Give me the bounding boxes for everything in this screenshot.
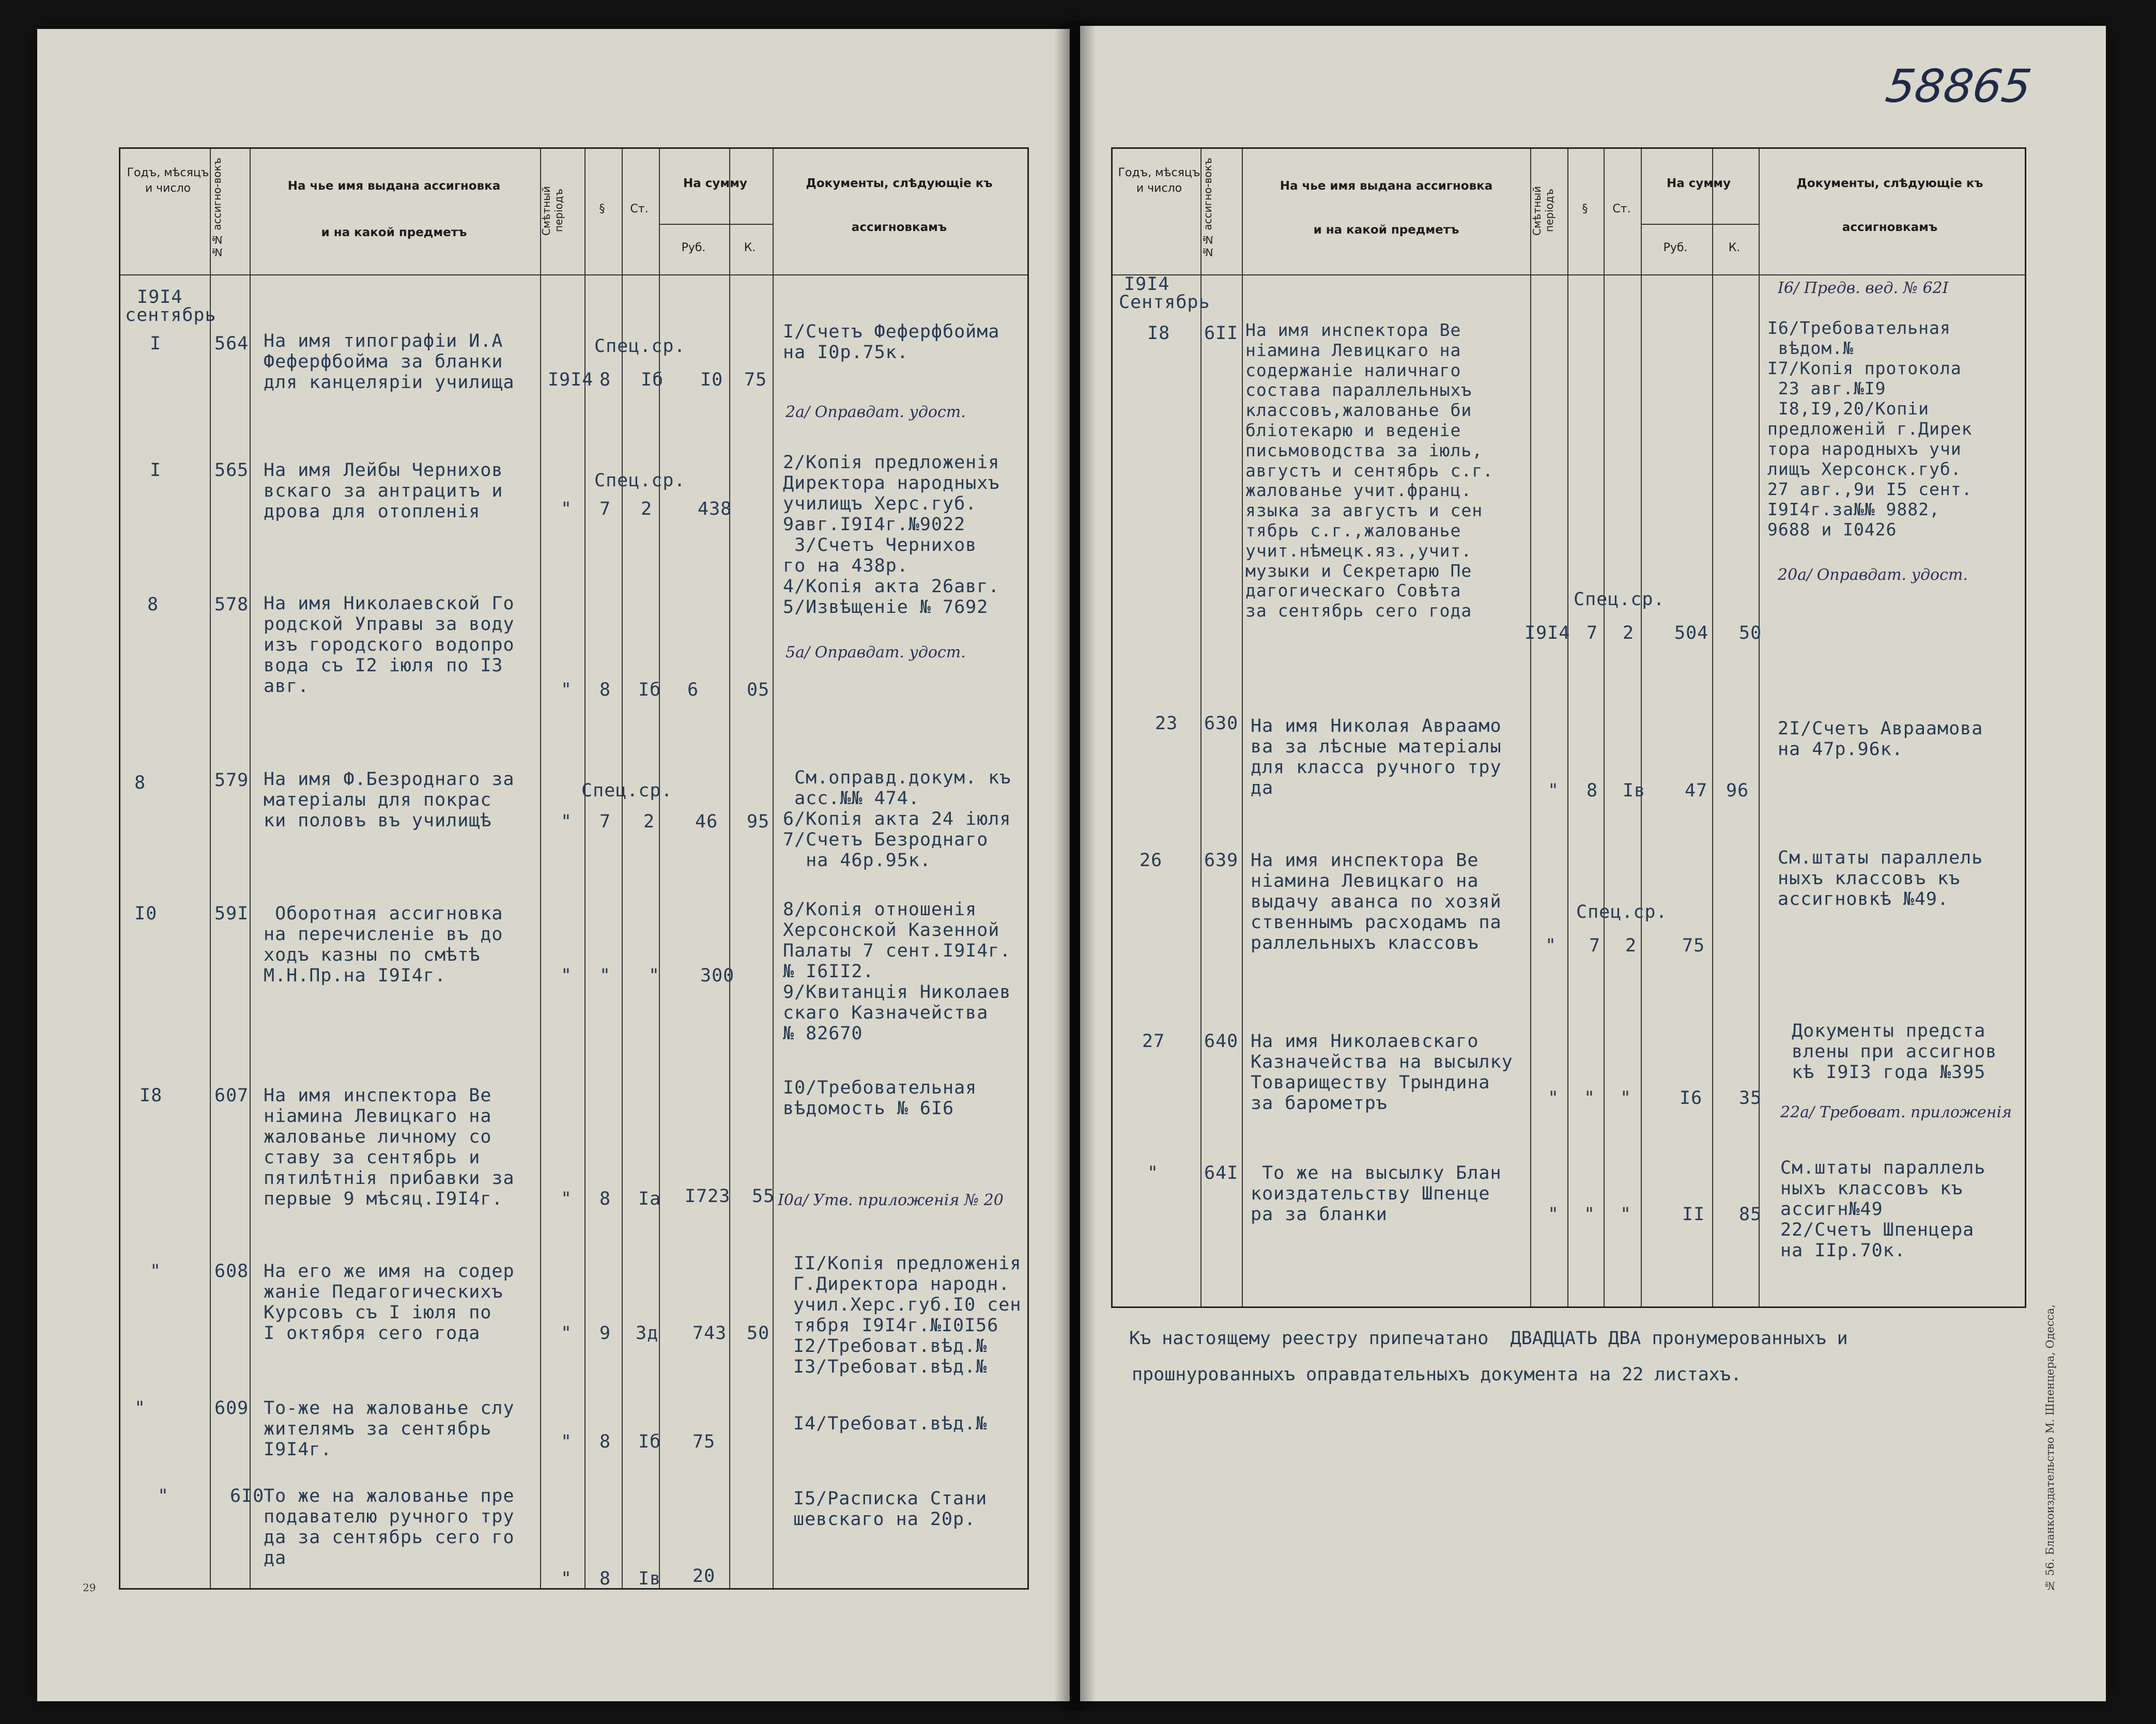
row-period: " (1548, 1088, 1560, 1109)
row-date: I8 (1147, 323, 1171, 344)
row-article: 3д (636, 1323, 659, 1344)
row-date: I0 (134, 903, 158, 924)
row-kopecks: 55 (752, 1186, 775, 1207)
row-period: " (561, 1323, 573, 1344)
row-period: " (1545, 935, 1557, 956)
row-article: 2 (643, 811, 655, 832)
handwritten-note: 5а/ Оправдат. удост. (786, 643, 966, 661)
row-documents: Документы предста влены при ассигнов кѣ I9I3 года №395 (1792, 1021, 1997, 1083)
row-kopecks: 05 (747, 680, 770, 700)
right-header-sum: На сумму (1667, 177, 1731, 190)
page-number: 29 (83, 1581, 96, 1594)
row-paragraph: 7 (1589, 935, 1601, 956)
row-rubles: 75 (692, 1431, 716, 1452)
row-paragraph: 8 (599, 1568, 611, 1589)
row-kopecks: 96 (1726, 780, 1749, 801)
row-rubles: I0 (700, 370, 723, 390)
row-article: " (1620, 1088, 1632, 1109)
row-rubles: 438 (698, 499, 732, 519)
row-kopecks: 50 (1739, 623, 1762, 643)
row-number: 630 (1204, 713, 1239, 734)
right-year: I9I4 (1124, 274, 1170, 295)
row-number: 608 (214, 1261, 249, 1282)
row-article: " (1620, 1204, 1632, 1225)
row-date: " (134, 1398, 146, 1419)
row-article: Iв (638, 1568, 661, 1589)
row-period: " (561, 1431, 573, 1452)
handwritten-note: I6/ Предв. вед. № 62I (1778, 279, 1949, 297)
row-number: 578 (214, 594, 249, 615)
row-article: 2 (1625, 935, 1637, 956)
row-paragraph: 7 (599, 499, 611, 519)
row-date: " (158, 1486, 170, 1506)
left-header-sum: На сумму (683, 177, 747, 190)
book-fold (1054, 21, 1096, 1711)
handwritten-note: 2а/ Оправдат. удост. (786, 403, 966, 421)
row-documents: 8/Копія отношенія Херсонской Казенной Палаты 7 сент.I9I4г. № I6II2. 9/Квитанція Николаев скаго Казначейства № 82670 (783, 899, 1011, 1044)
row-documents: 2/Копія предложенія Директора народныхъ училищъ Херс.губ. 9авг.I9I4г.№9022 3/Счетъ Чернихов го на 438р. 4/Копія акта 26авг. 5/Извѣщеніе № 7692 (783, 452, 1000, 618)
left-header-name-1: На чье имя выдана ассигновка (287, 179, 501, 193)
row-description: То же на высылку Блан коиздательству Шпенце ра за бланки (1251, 1163, 1502, 1225)
row-period: " (1548, 780, 1560, 801)
row-description: На имя типографіи И.А Феферфбойма за бланки для канцеляріи училища (264, 331, 515, 393)
row-rubles: 47 (1685, 780, 1708, 801)
row-documents: I/Счетъ Феферфбойма на I0р.75к. (783, 321, 1000, 363)
row-paragraph: 8 (1587, 780, 1598, 801)
left-month: сентябрь (125, 305, 217, 326)
row-kopecks: 95 (747, 811, 770, 832)
row-rubles: I723 (685, 1186, 731, 1207)
right-header-rub: Руб. (1663, 241, 1688, 254)
row-period: " (561, 680, 573, 700)
row-description: На имя инспектора Ве ніамина Левицкаго на жалованье личному со ставу за сентябрь и пятилѣтнія прибавки за первые 9 мѣсяц.I9I4г. (264, 1085, 515, 1209)
row-number: 59I (214, 903, 249, 924)
left-header-docs-2: ассигновкамъ (851, 221, 947, 234)
right-month: Сентябрь (1119, 292, 1210, 313)
left-header-par: § (599, 203, 605, 216)
handwritten-note: 22а/ Требоват. приложенія (1780, 1103, 2012, 1121)
row-special-fund: Спец.ср. (1576, 902, 1668, 922)
left-header-num: №№ ассигно-вокъ (211, 158, 223, 258)
row-description: На имя Николаевскаго Казначейства на высылку Товариществу Трындина за барометръ (1251, 1031, 1513, 1114)
row-description: Оборотная ассигновка на перечисленіе въ до ходъ казны по смѣтѣ М.Н.Пр.на I9I4г. (264, 903, 503, 986)
right-header-par: § (1582, 203, 1588, 216)
left-header-kop: К. (744, 241, 756, 254)
left-header-period: Смѣтный періодъ (540, 186, 565, 236)
row-rubles: II (1682, 1204, 1705, 1225)
row-article: Iб (641, 370, 664, 390)
handwritten-note: 20а/ Оправдат. удост. (1778, 566, 1968, 584)
row-special-fund: Спец.ср. (594, 336, 686, 357)
row-article: Iб (638, 1431, 661, 1452)
row-paragraph: 9 (599, 1323, 611, 1344)
row-number: 579 (214, 770, 249, 791)
right-header-date: Годъ, мѣсяцъ и число (1118, 166, 1200, 195)
row-documents: См.оправд.докум. къ асс.№№ 474. 6/Копія акта 24 іюля 7/Счетъ Безроднаго на 46р.95к. (783, 767, 1011, 871)
row-paragraph: " (1584, 1204, 1596, 1225)
row-description: На его же имя на содер жаніе Педагогическихъ Курсовъ съ I іюля по I октября сего года (264, 1261, 515, 1344)
right-header-period: Смѣтный періодъ (1531, 186, 1556, 236)
row-documents: II/Копія предложенія Г.Директора народн. учил.Херс.губ.I0 сен тября I9I4г.№I0I56 I2/Требоват.вѣд.№ I3/Требоват.вѣд.№ (793, 1253, 1022, 1377)
row-paragraph: 8 (599, 680, 611, 700)
row-description: На имя инспектора Ве ніамина Левицкаго на содержаніе наличнаго состава параллельныхъ классовъ,жалованье би бліотекарю и веденіе письмоводства за іюль, августъ и сентябрь с.г. жалованье учит.франц. языка за августъ и сен тябрь с.г.,жалованье учит.нѣмецк.яз.,учит. музыки и Секретарю Пе дагогическаго Совѣта за сентябрь сего года (1245, 320, 1493, 621)
row-date: I (150, 460, 162, 481)
left-header-name-2: и на какой предметъ (321, 226, 467, 239)
row-date: " (1147, 1163, 1159, 1183)
row-kopecks: 85 (1739, 1204, 1762, 1225)
row-documents: I6/Требовательная вѣдом.№ I7/Копія протокола 23 авг.№I9 I8,I9,20/Копіи предложеній г.Дирек тора народныхъ учи лищъ Херсонск.губ. 27 авг.,9и I5 сент. I9I4г.за№№ 9882, 9688 и I0426 (1767, 318, 1973, 540)
right-header-docs-2: ассигновкамъ (1842, 221, 1938, 234)
row-rubles: I6 (1680, 1088, 1703, 1109)
left-header-rub: Руб. (681, 241, 706, 254)
row-description: На имя Николаевской Го родской Управы за воду изъ городского водопро вода съ I2 іюля по I3 авг. (264, 593, 515, 697)
archive-stamp-number: 58865 (1882, 59, 2035, 113)
row-article: " (649, 965, 660, 986)
row-description: На имя инспектора Ве ніамина Левицкаго на выдачу аванса по хозяй ственнымъ расходамъ па раллельныхъ классовъ (1251, 850, 1502, 953)
row-kopecks: 50 (747, 1323, 770, 1344)
row-description: На имя Николая Авраамо ва за лѣсные матеріалы для класса ручного тру да (1251, 716, 1502, 798)
row-description: На имя Ф.Безроднаго за матеріалы для покрас ки половъ въ училищѣ (264, 769, 515, 831)
row-number: 639 (1204, 850, 1239, 871)
row-article: 2 (641, 499, 653, 519)
row-period: " (561, 965, 573, 986)
row-special-fund: Спец.ср. (594, 470, 686, 491)
row-paragraph: 8 (599, 1431, 611, 1452)
row-article: Iб (638, 680, 661, 700)
row-description: То же на жалованье пре подавателю ручного тру да за сентябрь сего го да (264, 1486, 515, 1568)
row-number: 564 (214, 333, 249, 354)
register-footer-line-1: Къ настоящему реестру припечатано ДВАДЦАТЬ ДВА пронумерованныхъ и (1129, 1328, 1848, 1349)
row-kopecks: 35 (1739, 1088, 1762, 1109)
row-number: 607 (214, 1085, 249, 1106)
printer-imprint: № 56. Бланкоиздательство М. Шпенцера, Одесса, (2044, 1304, 2056, 1592)
left-header-date: Годъ, мѣсяцъ и число (127, 166, 209, 195)
row-description: То-же на жалованье слу жителямъ за сентябрь I9I4г. (264, 1398, 515, 1460)
row-date: 26 (1139, 850, 1163, 871)
row-period: " (561, 499, 573, 519)
row-special-fund: Спец.ср. (1574, 589, 1665, 610)
row-article: Iв (1623, 780, 1646, 801)
row-rubles: 6 (687, 680, 699, 700)
row-documents: I5/Расписка Стани шевскаго на 20р. (793, 1488, 988, 1530)
row-paragraph: 7 (599, 811, 611, 832)
row-date: 23 (1155, 713, 1178, 734)
row-paragraph: 8 (599, 1189, 611, 1209)
right-header-num: №№ ассигно-вокъ (1202, 158, 1214, 258)
row-number: 565 (214, 460, 249, 481)
right-header-st: Ст. (1612, 203, 1631, 216)
row-paragraph: " (1584, 1088, 1596, 1109)
row-date: " (150, 1261, 162, 1282)
row-paragraph: " (599, 965, 611, 986)
right-header-docs-1: Документы, слѣдующіе къ (1796, 177, 1983, 190)
row-documents: I0/Требовательная вѣдомость № 6I6 (783, 1078, 977, 1119)
row-number: 6II (1204, 323, 1239, 344)
row-date: 8 (134, 773, 146, 793)
row-number: 6I0 (230, 1486, 265, 1506)
row-kopecks: 75 (744, 370, 767, 390)
left-header-docs-1: Документы, слѣдующіе къ (806, 177, 993, 190)
row-documents: I4/Требоват.вѣд.№ (793, 1413, 988, 1434)
row-period: I9I4 (548, 370, 594, 390)
row-date: 8 (147, 594, 159, 615)
row-period: " (1548, 1204, 1560, 1225)
row-rubles: 20 (692, 1566, 716, 1587)
register-footer-line-2: прошнурованныхъ оправдательныхъ документа на 22 листахъ. (1132, 1364, 1742, 1385)
row-period: " (561, 1189, 573, 1209)
row-rubles: 75 (1682, 935, 1705, 956)
row-period: " (561, 1568, 573, 1589)
row-period: " (561, 811, 573, 832)
row-article: 2 (1623, 623, 1635, 643)
row-date: 27 (1142, 1031, 1165, 1052)
row-description: На имя Лейбы Чернихов вскаго за антрацитъ и дрова для отопленія (264, 460, 503, 522)
row-documents: 2I/Счетъ Авраамова на 47р.96к. (1778, 718, 1983, 760)
row-period: I9I4 (1524, 623, 1570, 643)
row-documents: См.штаты параллель ныхъ классовъ къ ассигновкѣ №49. (1778, 848, 1983, 910)
row-rubles: 504 (1674, 623, 1709, 643)
row-number: 609 (214, 1398, 249, 1419)
handwritten-note: I0а/ Утв. приложенія № 20 (778, 1191, 1004, 1209)
row-paragraph: 8 (599, 370, 611, 390)
row-special-fund: Спец.ср. (581, 780, 673, 801)
row-date: I8 (140, 1085, 163, 1106)
row-rubles: 46 (695, 811, 718, 832)
right-header-kop: К. (1728, 241, 1741, 254)
row-number: 64I (1204, 1163, 1239, 1183)
right-header-name-1: На чье имя выдана ассигновка (1280, 179, 1493, 193)
row-article: Iа (638, 1189, 661, 1209)
row-rubles: 300 (700, 965, 735, 986)
row-rubles: 743 (692, 1323, 727, 1344)
left-header-st: Ст. (630, 203, 649, 216)
left-year: I9I4 (137, 287, 183, 307)
right-header-name-2: и на какой предметъ (1313, 223, 1459, 237)
row-paragraph: 7 (1587, 623, 1598, 643)
row-date: I (150, 333, 162, 354)
row-number: 640 (1204, 1031, 1239, 1052)
row-documents: См.штаты параллель ныхъ классовъ къ ассигн№49 22/Счетъ Шпенцера на IIр.70к. (1780, 1158, 1986, 1261)
